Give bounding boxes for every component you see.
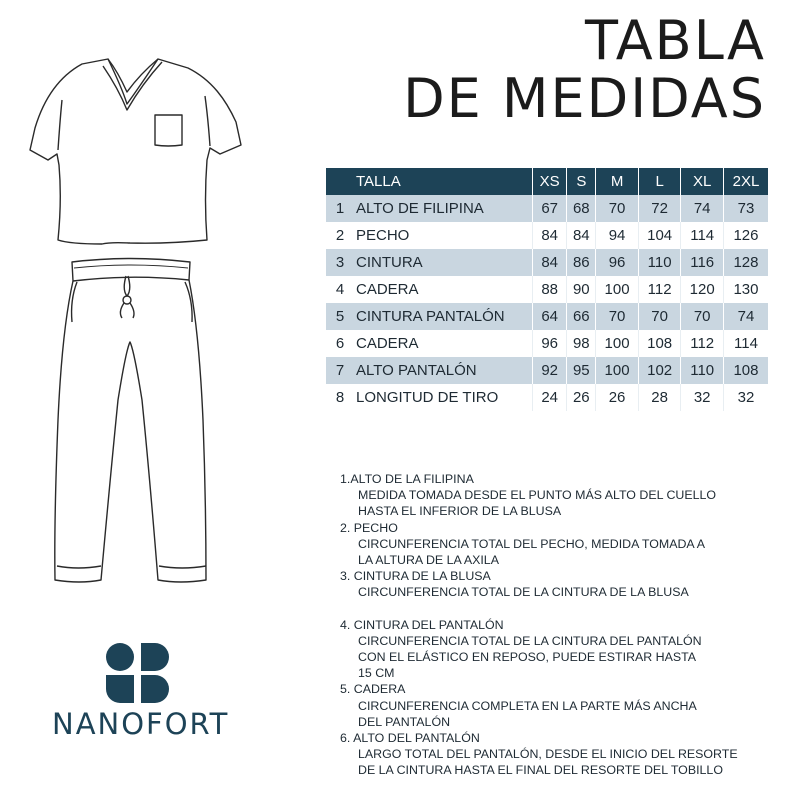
row-label: CADERA (356, 335, 419, 352)
row-index: 1 (335, 200, 345, 217)
note-heading: 5. CADERA (340, 682, 406, 697)
cell-value: 100 (596, 276, 639, 303)
table-header-row (326, 168, 768, 195)
note-heading: 1.ALTO DE LA FILIPINA (340, 472, 474, 486)
cell-value: 128 (723, 249, 768, 276)
cell-value: 74 (723, 303, 768, 330)
cell-value: 100 (596, 357, 639, 384)
scrub-top-outline-icon (30, 59, 241, 244)
cell-value: 100 (596, 330, 639, 357)
header-size-m: M (596, 168, 639, 195)
page-title-line2: DE MEDIDAS (403, 67, 766, 130)
cell-value: 70 (596, 195, 639, 222)
cell-value: 28 (638, 384, 681, 411)
cell-value: 130 (723, 276, 768, 303)
note-heading: 6. ALTO DEL PANTALÓN (340, 731, 480, 746)
note-line: LA ALTURA DE LA AXILA (358, 553, 499, 568)
cell-value: 70 (681, 303, 724, 330)
note-heading: 2. PECHO (340, 520, 398, 535)
note-line: DEL PANTALÓN (358, 714, 451, 729)
note-line: CIRCUNFERENCIA COMPLETA EN LA PARTE MÁS ANCHA (358, 698, 697, 713)
cell-value: 70 (596, 303, 639, 330)
note-heading: 4. CINTURA DEL PANTALÓN (340, 617, 504, 632)
scrub-pants-outline-icon (55, 259, 206, 583)
cell-value: 98 (567, 330, 596, 357)
note-item (340, 730, 780, 779)
cell-value: 66 (567, 303, 596, 330)
cell-value: 86 (567, 249, 596, 276)
note-line: LARGO TOTAL DEL PANTALÓN, DESDE EL INICIO DEL RESORTE (358, 747, 738, 762)
cell-value: 64 (533, 303, 567, 330)
row-index: 4 (335, 281, 345, 298)
row-index: 5 (335, 308, 345, 325)
cell-value: 70 (638, 303, 681, 330)
note-item (340, 471, 780, 520)
table-row (326, 222, 768, 249)
row-index: 2 (335, 227, 345, 244)
size-chart-table (326, 168, 768, 411)
table-row (326, 276, 768, 303)
header-size-l: L (638, 168, 681, 195)
cell-value: 26 (596, 384, 639, 411)
cell-value: 112 (681, 330, 724, 357)
table-row (326, 303, 768, 330)
note-line: DE LA CINTURA HASTA EL FINAL DEL RESORTE DEL TOBILLO (358, 763, 723, 778)
note-line: MEDIDA TOMADA DESDE EL PUNTO MÁS ALTO DEL CUELLO (358, 488, 717, 503)
measurement-notes (340, 471, 780, 779)
note-line: HASTA EL INFERIOR DE LA BLUSA (358, 504, 562, 519)
row-label: CINTURA PANTALÓN (356, 308, 505, 325)
garment-illustrations (0, 0, 330, 640)
cell-value: 68 (567, 195, 596, 222)
row-index: 8 (335, 389, 345, 406)
cell-value: 96 (533, 330, 567, 357)
cell-value: 84 (567, 222, 596, 249)
note-line: CIRCUNFERENCIA TOTAL DEL PECHO, MEDIDA TOMADA A (358, 536, 706, 551)
row-label: CINTURA (356, 254, 423, 271)
cell-value: 74 (681, 195, 724, 222)
cell-value: 108 (638, 330, 681, 357)
cell-value: 84 (533, 222, 567, 249)
cell-value: 102 (638, 357, 681, 384)
cell-value: 116 (681, 249, 724, 276)
cell-value: 126 (723, 222, 768, 249)
row-label: PECHO (356, 227, 410, 244)
note-item (340, 520, 780, 569)
note-line: CIRCUNFERENCIA TOTAL DE LA CINTURA DEL PANTALÓN (358, 633, 702, 648)
page-title-line1: TABLA (584, 9, 766, 72)
header-talla: TALLA (356, 173, 401, 190)
cell-value: 32 (681, 384, 724, 411)
cell-value: 94 (596, 222, 639, 249)
cell-value: 90 (567, 276, 596, 303)
cell-value: 114 (681, 222, 724, 249)
header-index-cell (326, 168, 354, 195)
note-line: 15 CM (358, 666, 395, 681)
cell-value: 72 (638, 195, 681, 222)
table-row (326, 384, 768, 411)
row-label: ALTO PANTALÓN (356, 362, 477, 379)
cell-value: 73 (723, 195, 768, 222)
header-size-s: S (567, 168, 596, 195)
table-row (326, 249, 768, 276)
header-size-2xl: 2XL (723, 168, 768, 195)
table-row (326, 330, 768, 357)
nanofort-logo-icon (105, 642, 169, 704)
cell-value: 67 (533, 195, 567, 222)
table-row (326, 195, 768, 222)
note-line: CON EL ELÁSTICO EN REPOSO, PUEDE ESTIRAR HASTA (358, 650, 697, 665)
header-size-xs: XS (533, 168, 567, 195)
brand-name: NANOFORT (52, 707, 230, 741)
row-index: 3 (335, 254, 345, 271)
note-heading: 3. CINTURA DE LA BLUSA (340, 569, 491, 584)
row-index: 6 (335, 335, 345, 352)
cell-value: 110 (638, 249, 681, 276)
note-item (340, 568, 780, 600)
cell-value: 84 (533, 249, 567, 276)
cell-value: 32 (723, 384, 768, 411)
cell-value: 96 (596, 249, 639, 276)
cell-value: 110 (681, 357, 724, 384)
table-row (326, 357, 768, 384)
cell-value: 114 (723, 330, 768, 357)
cell-value: 108 (723, 357, 768, 384)
note-item (340, 681, 780, 730)
row-index: 7 (335, 362, 345, 379)
cell-value: 92 (533, 357, 567, 384)
cell-value: 88 (533, 276, 567, 303)
row-label: CADERA (356, 281, 419, 298)
cell-value: 26 (567, 384, 596, 411)
cell-value: 24 (533, 384, 567, 411)
row-label: ALTO DE FILIPINA (356, 200, 484, 217)
note-line: CIRCUNFERENCIA TOTAL DE LA CINTURA DE LA BLUSA (358, 585, 689, 600)
cell-value: 112 (638, 276, 681, 303)
cell-value: 104 (638, 222, 681, 249)
note-item (340, 617, 780, 682)
cell-value: 120 (681, 276, 724, 303)
cell-value: 95 (567, 357, 596, 384)
header-size-xl: XL (681, 168, 724, 195)
row-label: LONGITUD DE TIRO (356, 389, 499, 406)
